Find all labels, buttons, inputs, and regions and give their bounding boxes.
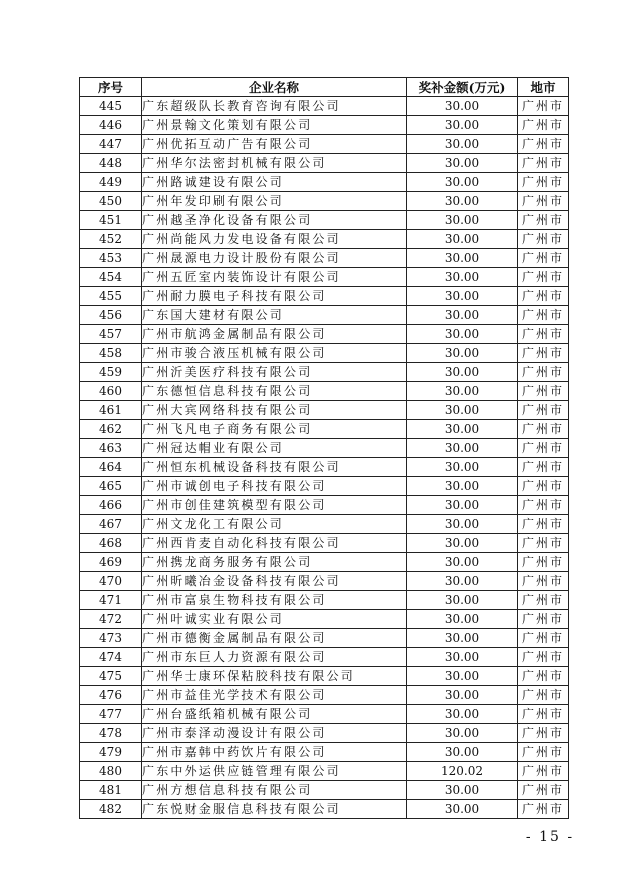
row-number: 479 (80, 743, 142, 762)
subsidy-amount: 30.00 (407, 192, 518, 211)
company-name: 广州景翰文化策划有限公司 (142, 116, 407, 135)
table-row (80, 363, 569, 382)
subsidy-amount: 30.00 (407, 401, 518, 420)
city-name: 广州市 (518, 192, 569, 211)
company-name: 广东悦财金服信息科技有限公司 (142, 800, 407, 819)
company-name: 广州市航鸿金属制品有限公司 (142, 325, 407, 344)
company-name: 广州市德衡金属制品有限公司 (142, 629, 407, 648)
row-number: 464 (80, 458, 142, 477)
company-name: 广州市嘉韩中药饮片有限公司 (142, 743, 407, 762)
company-name: 广州市诚创电子科技有限公司 (142, 477, 407, 496)
table-row (80, 211, 569, 230)
company-name: 广东中外运供应链管理有限公司 (142, 762, 407, 781)
company-name: 广州叶诚实业有限公司 (142, 610, 407, 629)
row-number: 473 (80, 629, 142, 648)
subsidy-amount: 30.00 (407, 553, 518, 572)
city-name: 广州市 (518, 629, 569, 648)
header-amount: 奖补金额(万元) (407, 78, 518, 97)
city-name: 广州市 (518, 173, 569, 192)
subsidy-amount: 30.00 (407, 154, 518, 173)
subsidy-amount: 30.00 (407, 382, 518, 401)
company-name: 广州携龙商务服务有限公司 (142, 553, 407, 572)
city-name: 广州市 (518, 610, 569, 629)
table-row (80, 705, 569, 724)
page-number: - 15 - (525, 829, 575, 845)
subsidy-amount: 30.00 (407, 325, 518, 344)
row-number: 448 (80, 154, 142, 173)
table-row (80, 515, 569, 534)
company-name: 广州方想信息科技有限公司 (142, 781, 407, 800)
city-name: 广州市 (518, 667, 569, 686)
subsidy-amount: 30.00 (407, 591, 518, 610)
subsidy-amount: 30.00 (407, 439, 518, 458)
table-row (80, 382, 569, 401)
company-name: 广州五匠室内装饰设计有限公司 (142, 268, 407, 287)
row-number: 455 (80, 287, 142, 306)
subsidy-amount: 30.00 (407, 287, 518, 306)
company-name: 广州耐力膜电子科技有限公司 (142, 287, 407, 306)
city-name: 广州市 (518, 553, 569, 572)
table-header-row (80, 78, 569, 97)
table-row (80, 135, 569, 154)
table-row (80, 800, 569, 819)
table-row (80, 154, 569, 173)
row-number: 458 (80, 344, 142, 363)
company-name: 广州飞凡电子商务有限公司 (142, 420, 407, 439)
table-row (80, 116, 569, 135)
company-name: 广州市东巨人力资源有限公司 (142, 648, 407, 667)
subsidy-amount: 30.00 (407, 515, 518, 534)
table-row (80, 724, 569, 743)
city-name: 广州市 (518, 572, 569, 591)
city-name: 广州市 (518, 781, 569, 800)
company-name: 广州冠达帽业有限公司 (142, 439, 407, 458)
city-name: 广州市 (518, 325, 569, 344)
table-row (80, 439, 569, 458)
subsidy-amount: 30.00 (407, 648, 518, 667)
row-number: 457 (80, 325, 142, 344)
subsidy-amount: 30.00 (407, 173, 518, 192)
table-row (80, 306, 569, 325)
subsidy-amount: 30.00 (407, 724, 518, 743)
row-number: 445 (80, 97, 142, 116)
table-row (80, 287, 569, 306)
subsidy-amount: 30.00 (407, 268, 518, 287)
table-row (80, 534, 569, 553)
table-row (80, 610, 569, 629)
subsidy-amount: 30.00 (407, 743, 518, 762)
city-name: 广州市 (518, 287, 569, 306)
table-row (80, 401, 569, 420)
row-number: 450 (80, 192, 142, 211)
subsidy-amount: 30.00 (407, 458, 518, 477)
table-body (80, 97, 569, 819)
company-name: 广州市骏合液压机械有限公司 (142, 344, 407, 363)
company-name: 广州尚能风力发电设备有限公司 (142, 230, 407, 249)
subsidy-amount: 30.00 (407, 211, 518, 230)
table-row (80, 268, 569, 287)
company-name: 广州沂美医疗科技有限公司 (142, 363, 407, 382)
table-row (80, 781, 569, 800)
row-number: 461 (80, 401, 142, 420)
subsidy-amount: 30.00 (407, 135, 518, 154)
city-name: 广州市 (518, 97, 569, 116)
subsidy-amount: 30.00 (407, 667, 518, 686)
city-name: 广州市 (518, 268, 569, 287)
subsidy-amount: 30.00 (407, 705, 518, 724)
table-row (80, 572, 569, 591)
row-number: 471 (80, 591, 142, 610)
city-name: 广州市 (518, 496, 569, 515)
city-name: 广州市 (518, 363, 569, 382)
city-name: 广州市 (518, 762, 569, 781)
city-name: 广州市 (518, 382, 569, 401)
subsidy-amount: 30.00 (407, 249, 518, 268)
company-name: 广州西肯麦自动化科技有限公司 (142, 534, 407, 553)
city-name: 广州市 (518, 477, 569, 496)
company-name: 广州年发印刷有限公司 (142, 192, 407, 211)
row-number: 463 (80, 439, 142, 458)
row-number: 452 (80, 230, 142, 249)
subsidy-amount: 30.00 (407, 534, 518, 553)
table-row (80, 325, 569, 344)
city-name: 广州市 (518, 800, 569, 819)
company-name: 广州市创佳建筑模型有限公司 (142, 496, 407, 515)
table-row (80, 496, 569, 515)
subsidy-amount: 120.02 (407, 762, 518, 781)
table-row (80, 667, 569, 686)
city-name: 广州市 (518, 534, 569, 553)
subsidy-amount: 30.00 (407, 230, 518, 249)
table-row (80, 230, 569, 249)
company-name: 广州昕曦冶金设备科技有限公司 (142, 572, 407, 591)
city-name: 广州市 (518, 458, 569, 477)
row-number: 449 (80, 173, 142, 192)
city-name: 广州市 (518, 401, 569, 420)
city-name: 广州市 (518, 648, 569, 667)
city-name: 广州市 (518, 743, 569, 762)
company-name: 广州恒东机械设备科技有限公司 (142, 458, 407, 477)
city-name: 广州市 (518, 591, 569, 610)
subsidy-amount: 30.00 (407, 572, 518, 591)
row-number: 475 (80, 667, 142, 686)
table-row (80, 648, 569, 667)
company-name: 广州市益佳光学技术有限公司 (142, 686, 407, 705)
table-row (80, 629, 569, 648)
table-row (80, 591, 569, 610)
row-number: 476 (80, 686, 142, 705)
city-name: 广州市 (518, 135, 569, 154)
city-name: 广州市 (518, 230, 569, 249)
row-number: 460 (80, 382, 142, 401)
city-name: 广州市 (518, 154, 569, 173)
company-name: 广州台盛纸箱机械有限公司 (142, 705, 407, 724)
header-city: 地市 (518, 78, 569, 97)
row-number: 477 (80, 705, 142, 724)
company-name: 广州大宾网络科技有限公司 (142, 401, 407, 420)
table-row (80, 686, 569, 705)
company-name: 广州路诚建设有限公司 (142, 173, 407, 192)
subsidy-amount: 30.00 (407, 496, 518, 515)
city-name: 广州市 (518, 439, 569, 458)
row-number: 466 (80, 496, 142, 515)
city-name: 广州市 (518, 306, 569, 325)
row-number: 468 (80, 534, 142, 553)
subsidy-amount: 30.00 (407, 344, 518, 363)
row-number: 467 (80, 515, 142, 534)
subsidy-amount: 30.00 (407, 686, 518, 705)
row-number: 472 (80, 610, 142, 629)
table-row (80, 173, 569, 192)
row-number: 446 (80, 116, 142, 135)
row-number: 459 (80, 363, 142, 382)
company-name: 广州市富泉生物科技有限公司 (142, 591, 407, 610)
table-row (80, 97, 569, 116)
row-number: 480 (80, 762, 142, 781)
subsidy-amount: 30.00 (407, 306, 518, 325)
company-name: 广州优拓互动广告有限公司 (142, 135, 407, 154)
city-name: 广州市 (518, 344, 569, 363)
table-row (80, 344, 569, 363)
row-number: 481 (80, 781, 142, 800)
subsidy-amount: 30.00 (407, 610, 518, 629)
city-name: 广州市 (518, 515, 569, 534)
row-number: 482 (80, 800, 142, 819)
table-row (80, 553, 569, 572)
city-name: 广州市 (518, 686, 569, 705)
subsidy-amount: 30.00 (407, 116, 518, 135)
row-number: 474 (80, 648, 142, 667)
table-row (80, 249, 569, 268)
company-name: 广州华尔法密封机械有限公司 (142, 154, 407, 173)
table-row (80, 477, 569, 496)
row-number: 454 (80, 268, 142, 287)
table-header (80, 78, 569, 97)
row-number: 470 (80, 572, 142, 591)
table-row (80, 192, 569, 211)
row-number: 465 (80, 477, 142, 496)
company-name: 广东超级队长教育咨询有限公司 (142, 97, 407, 116)
subsidy-amount: 30.00 (407, 800, 518, 819)
row-number: 456 (80, 306, 142, 325)
city-name: 广州市 (518, 249, 569, 268)
company-name: 广东德恒信息科技有限公司 (142, 382, 407, 401)
company-name: 广州越圣净化设备有限公司 (142, 211, 407, 230)
subsidy-amount: 30.00 (407, 363, 518, 382)
subsidy-table (79, 77, 569, 819)
company-name: 广州华士康环保粘胶科技有限公司 (142, 667, 407, 686)
row-number: 469 (80, 553, 142, 572)
subsidy-amount: 30.00 (407, 629, 518, 648)
subsidy-amount: 30.00 (407, 477, 518, 496)
table-row (80, 762, 569, 781)
row-number: 478 (80, 724, 142, 743)
city-name: 广州市 (518, 705, 569, 724)
table-row (80, 743, 569, 762)
row-number: 453 (80, 249, 142, 268)
header-no: 序号 (80, 78, 142, 97)
header-company-name: 企业名称 (142, 78, 407, 97)
city-name: 广州市 (518, 724, 569, 743)
table-row (80, 420, 569, 439)
table-row (80, 458, 569, 477)
row-number: 451 (80, 211, 142, 230)
subsidy-amount: 30.00 (407, 781, 518, 800)
company-name: 广州市泰泽动漫设计有限公司 (142, 724, 407, 743)
city-name: 广州市 (518, 211, 569, 230)
company-name: 广州晟源电力设计股份有限公司 (142, 249, 407, 268)
subsidy-amount: 30.00 (407, 97, 518, 116)
city-name: 广州市 (518, 116, 569, 135)
city-name: 广州市 (518, 420, 569, 439)
company-name: 广东国大建材有限公司 (142, 306, 407, 325)
row-number: 447 (80, 135, 142, 154)
row-number: 462 (80, 420, 142, 439)
subsidy-amount: 30.00 (407, 420, 518, 439)
company-name: 广州文龙化工有限公司 (142, 515, 407, 534)
